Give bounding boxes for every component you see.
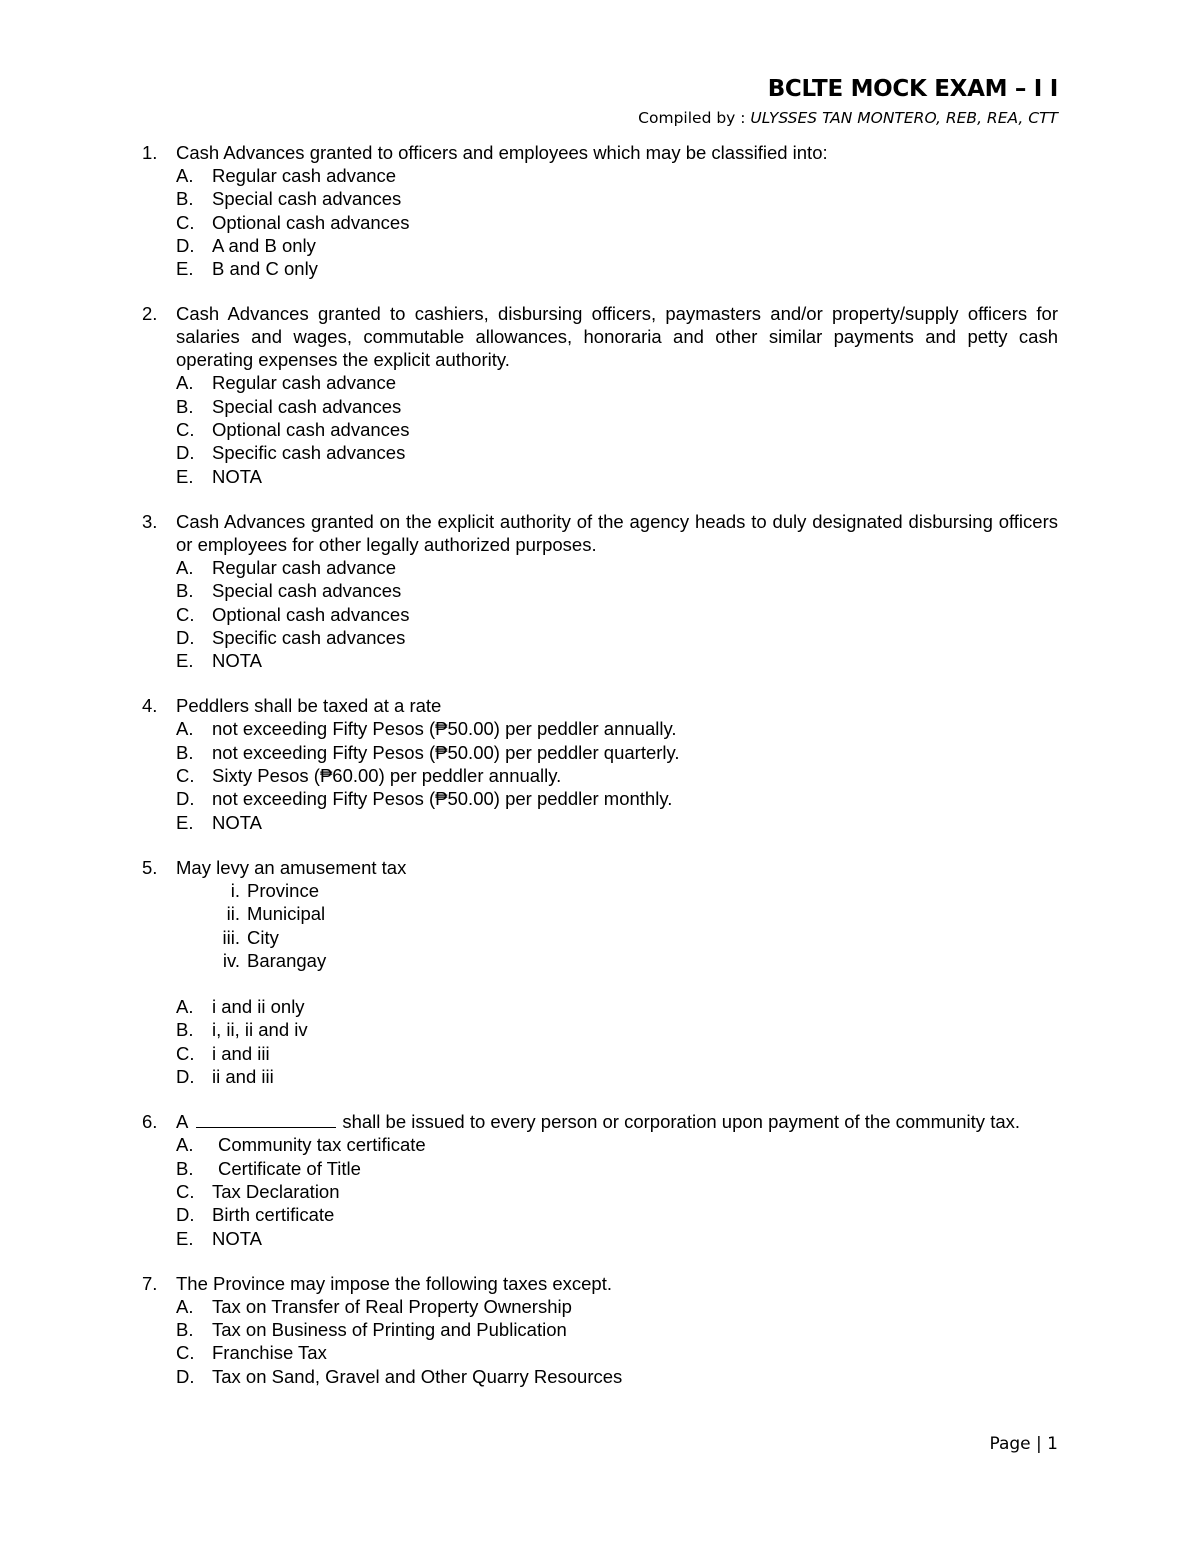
question-number: 6.: [142, 1111, 158, 1133]
spacer: [0, 972, 1200, 995]
option-e: [0, 465, 1200, 488]
question-text: Cash Advances granted to cashiers, disbursing officers, paymasters and/or property/supply officers for salaries and wages, commutable allowances, honoraria and other similar payments and petty cash operating expenses the explicit authority.: [176, 303, 1058, 371]
sub-item-ii: [0, 902, 1200, 925]
option-text: not exceeding Fifty Pesos (₱50.00) per peddler monthly.: [212, 788, 673, 810]
option-text: ii and iii: [212, 1066, 274, 1088]
question-7: [0, 1272, 1200, 1388]
option-c: [0, 1180, 1200, 1203]
question-5: [0, 856, 1200, 1088]
answer-blank: [196, 1111, 336, 1128]
sub-item-iii: [0, 926, 1200, 949]
option-text: Regular cash advance: [212, 165, 397, 186]
option-letter: D.: [176, 234, 195, 256]
question-number: 4.: [142, 695, 158, 717]
sub-item-text: Barangay: [247, 949, 327, 971]
question-number: 3.: [142, 510, 158, 532]
option-text: i and ii only: [212, 996, 305, 1018]
page-header: [638, 74, 1058, 130]
option-a: [0, 556, 1200, 579]
question-2: [0, 302, 1200, 487]
question-text: [176, 1110, 1058, 1133]
option-c: [0, 603, 1200, 626]
question-1: [0, 141, 1200, 280]
option-text: Community tax certificate: [218, 1134, 426, 1156]
option-text: Regular cash advance: [212, 556, 397, 578]
option-b: [0, 579, 1200, 602]
option-text: i and iii: [212, 1042, 270, 1064]
option-text: Tax Declaration: [212, 1180, 340, 1202]
option-letter: A.: [176, 165, 194, 186]
option-letter: B.: [176, 580, 194, 602]
option-b: [0, 1318, 1200, 1341]
option-letter: A.: [176, 372, 194, 394]
sub-item-number: ii.: [226, 903, 240, 925]
option-letter: C.: [176, 1180, 195, 1202]
option-b: [0, 395, 1200, 418]
compiler-name: ULYSSES TAN MONTERO, REB, REA, CTT: [750, 109, 1058, 127]
option-text: not exceeding Fifty Pesos (₱50.00) per peddler annually.: [212, 718, 677, 740]
page-number: Page | 1: [989, 1434, 1058, 1454]
option-c: [0, 1341, 1200, 1364]
option-text: Tax on Business of Printing and Publication: [212, 1319, 567, 1341]
option-text: NOTA: [212, 465, 263, 487]
question-list: [0, 141, 1200, 1410]
option-c: [0, 211, 1200, 234]
option-b: [0, 187, 1200, 210]
sub-item-number: i.: [230, 879, 240, 901]
option-a: [0, 164, 1200, 187]
option-e: [0, 649, 1200, 672]
question-text: Cash Advances granted to officers and employees which may be classified into:: [176, 142, 828, 163]
option-text: Birth certificate: [212, 1204, 335, 1226]
option-text: Franchise Tax: [212, 1342, 327, 1364]
option-letter: E.: [176, 1227, 194, 1249]
option-b: [0, 741, 1200, 764]
compiled-by-line: [638, 106, 1058, 130]
option-letter: B.: [176, 1157, 194, 1179]
option-letter: D.: [176, 1204, 195, 1226]
option-text: i, ii, ii and iv: [212, 1019, 308, 1041]
option-text: Regular cash advance: [212, 372, 397, 394]
option-text: Tax on Sand, Gravel and Other Quarry Resources: [212, 1365, 623, 1387]
option-text: NOTA: [212, 1227, 263, 1249]
option-d: [0, 234, 1200, 257]
option-letter: E.: [176, 465, 194, 487]
option-a: [0, 371, 1200, 394]
option-d: [0, 626, 1200, 649]
option-letter: E.: [176, 811, 194, 833]
question-number: 1.: [142, 142, 158, 163]
option-text: not exceeding Fifty Pesos (₱50.00) per peddler quarterly.: [212, 741, 680, 763]
exam-title: BCLTE MOCK EXAM – I I: [767, 76, 1058, 102]
option-text: Specific cash advances: [212, 442, 406, 464]
option-text: Certificate of Title: [218, 1157, 361, 1179]
sub-item-i: [0, 879, 1200, 902]
option-letter: B.: [176, 188, 194, 210]
option-text: Specific cash advances: [212, 626, 406, 648]
option-b: [0, 1018, 1200, 1041]
option-letter: C.: [176, 603, 195, 625]
option-letter: B.: [176, 1019, 194, 1041]
option-a: [0, 995, 1200, 1018]
sub-item-text: City: [247, 926, 279, 948]
question-text: Cash Advances granted on the explicit authority of the agency heads to duly designated disbursing officers or employees for other legally authorized purposes.: [176, 510, 1058, 555]
option-letter: C.: [176, 419, 195, 441]
option-c: [0, 764, 1200, 787]
question-4: [0, 694, 1200, 833]
option-a: [0, 717, 1200, 740]
option-letter: B.: [176, 1319, 194, 1341]
option-letter: D.: [176, 788, 195, 810]
option-letter: E.: [176, 258, 194, 280]
option-text: NOTA: [212, 811, 263, 833]
question-text-after: shall be issued to every person or corporation upon payment of the community tax.: [342, 1111, 1021, 1133]
option-letter: A.: [176, 718, 194, 740]
option-d: [0, 1365, 1200, 1388]
option-letter: B.: [176, 395, 194, 417]
option-e: [0, 257, 1200, 280]
question-text: Peddlers shall be taxed at a rate: [176, 695, 442, 717]
option-text: Special cash advances: [212, 395, 402, 417]
option-letter: A.: [176, 1134, 194, 1156]
compiled-by-label: Compiled by :: [638, 109, 751, 127]
option-letter: D.: [176, 1365, 195, 1387]
option-letter: C.: [176, 1042, 195, 1064]
option-text: NOTA: [212, 650, 263, 672]
option-letter: D.: [176, 1066, 195, 1088]
sub-item-iv: [0, 949, 1200, 972]
option-text: Sixty Pesos (₱60.00) per peddler annually.: [212, 765, 562, 787]
option-d: [0, 1203, 1200, 1226]
sub-item-number: iii.: [222, 926, 240, 948]
option-letter: C.: [176, 1342, 195, 1364]
option-letter: E.: [176, 650, 194, 672]
sub-item-number: iv.: [222, 949, 240, 971]
question-number: 7.: [142, 1272, 158, 1294]
option-a: [0, 1295, 1200, 1318]
question-number: 5.: [142, 856, 158, 878]
option-e: [0, 1227, 1200, 1250]
option-text: Optional cash advances: [212, 419, 410, 441]
option-d: [0, 441, 1200, 464]
option-text: Tax on Transfer of Real Property Ownership: [212, 1295, 572, 1317]
option-a: [0, 1133, 1200, 1156]
option-d: [0, 1065, 1200, 1088]
option-text: Optional cash advances: [212, 211, 410, 233]
option-text: Special cash advances: [212, 188, 402, 210]
question-text-before: A: [176, 1111, 189, 1133]
option-letter: C.: [176, 211, 195, 233]
option-letter: D.: [176, 442, 195, 464]
question-6: [0, 1110, 1200, 1249]
option-letter: B.: [176, 741, 194, 763]
sub-item-text: Province: [247, 879, 319, 901]
option-text: B and C only: [212, 258, 318, 280]
question-text: May levy an amusement tax: [176, 856, 407, 878]
question-3: [0, 510, 1200, 672]
option-b: [0, 1157, 1200, 1180]
option-text: A and B only: [212, 234, 316, 256]
option-e: [0, 811, 1200, 834]
option-c: [0, 1042, 1200, 1065]
question-number: 2.: [142, 303, 158, 325]
option-letter: C.: [176, 765, 195, 787]
option-letter: D.: [176, 626, 195, 648]
option-letter: A.: [176, 556, 194, 578]
option-letter: A.: [176, 1295, 194, 1317]
option-text: Optional cash advances: [212, 603, 410, 625]
option-text: Special cash advances: [212, 580, 402, 602]
option-c: [0, 418, 1200, 441]
option-letter: A.: [176, 996, 194, 1018]
option-d: [0, 787, 1200, 810]
question-text: The Province may impose the following taxes except.: [176, 1272, 612, 1294]
sub-item-text: Municipal: [247, 903, 326, 925]
